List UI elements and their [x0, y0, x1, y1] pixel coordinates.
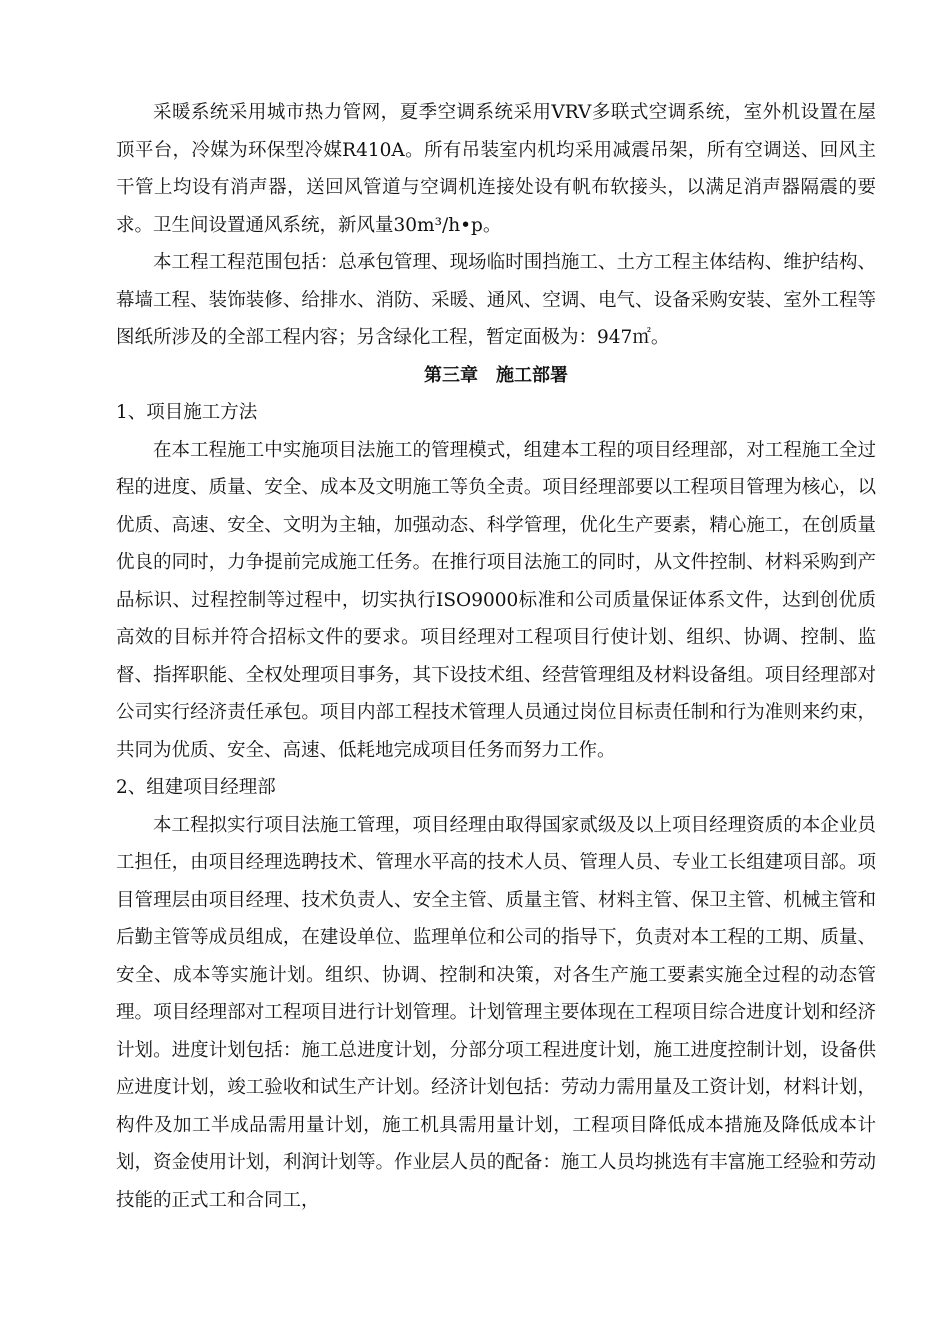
chapter-title: 第三章 施工部署	[424, 364, 568, 386]
paragraph-hvac: 采暖系统采用城市热力管网，夏季空调系统采用VRV多联式空调系统，室外机设置在屋顶平台，冷媒为环保型冷媒R410A。所有吊装室内机均采用减震吊架，所有空调送、回风主干管上均设有消声器，送回风管道与空调机连接处设有帆布软接头，以满足消声器隔震的要求。卫生间设置通风系统，新风量30m³/h•p。	[116, 102, 876, 236]
section-body-2: 本工程拟实行项目法施工管理，项目经理由取得国家贰级及以上项目经理资质的本企业员工担任，由项目经理选聘技术、管理水平高的技术人员、管理人员、专业工长组建项目部。项目管理层由项目经理、技术负责人、安全主管、质量主管、材料主管、保卫主管、机械主管和后勤主管等成员组成，在建设单位、监理单位和公司的指导下，负责对本工程的工期、质量、安全、成本等实施计划。组织、协调、控制和决策，对各生产施工要素实施全过程的动态管理。项目经理部对工程项目进行计划管理。计划管理主要体现在工程项目综合进度计划和经济计划。进度计划包括：施工总进度计划，分部分项工程进度计划，施工进度控制计划，设备供应进度计划，竣工验收和试生产计划。经济计划包括：劳动力需用量及工资计划，材料计划，构件及加工半成品需用量计划，施工机具需用量计划，工程项目降低成本措施及降低成本计划，资金使用计划，利润计划等。作业层人员的配备：施工人员均挑选有丰富施工经验和劳动技能的正式工和合同工，	[116, 814, 876, 1211]
document-page	[116, 94, 876, 1219]
section-body-1: 在本工程施工中实施项目法施工的管理模式，组建本工程的项目经理部，对工程施工全过程的进度、质量、安全、成本及文明施工等负全责。项目经理部要以工程项目管理为核心，以优质、高速、安全、文明为主轴，加强动态、科学管理，优化生产要素，精心施工，在创质量优良的同时，力争提前完成施工任务。在推行项目法施工的同时，从文件控制、材料采购到产品标识、过程控制等过程中，切实执行ISO9000标准和公司质量保证体系文件，达到创优质高效的目标并符合招标文件的要求。项目经理对工程项目行使计划、组织、协调、控制、监督、指挥职能、全权处理项目事务，其下设技术组、经营管理组及材料设备组。项目经理部对公司实行经济责任承包。项目内部工程技术管理人员通过岗位目标责任制和行为准则来约束，共同为优质、安全、高速、低耗地完成项目任务而努力工作。	[116, 439, 876, 761]
section-heading-1: 1、项目施工方法	[116, 402, 258, 423]
paragraph-scope: 本工程工程范围包括：总承包管理、现场临时围挡施工、土方工程主体结构、维护结构、幕墙工程、装饰装修、给排水、消防、采暖、通风、空调、电气、设备采购安装、室外工程等图纸所涉及的全部工程内容；另含绿化工程，暂定面极为：947㎡。	[116, 252, 876, 348]
section-heading-2: 2、组建项目经理部	[116, 777, 276, 798]
